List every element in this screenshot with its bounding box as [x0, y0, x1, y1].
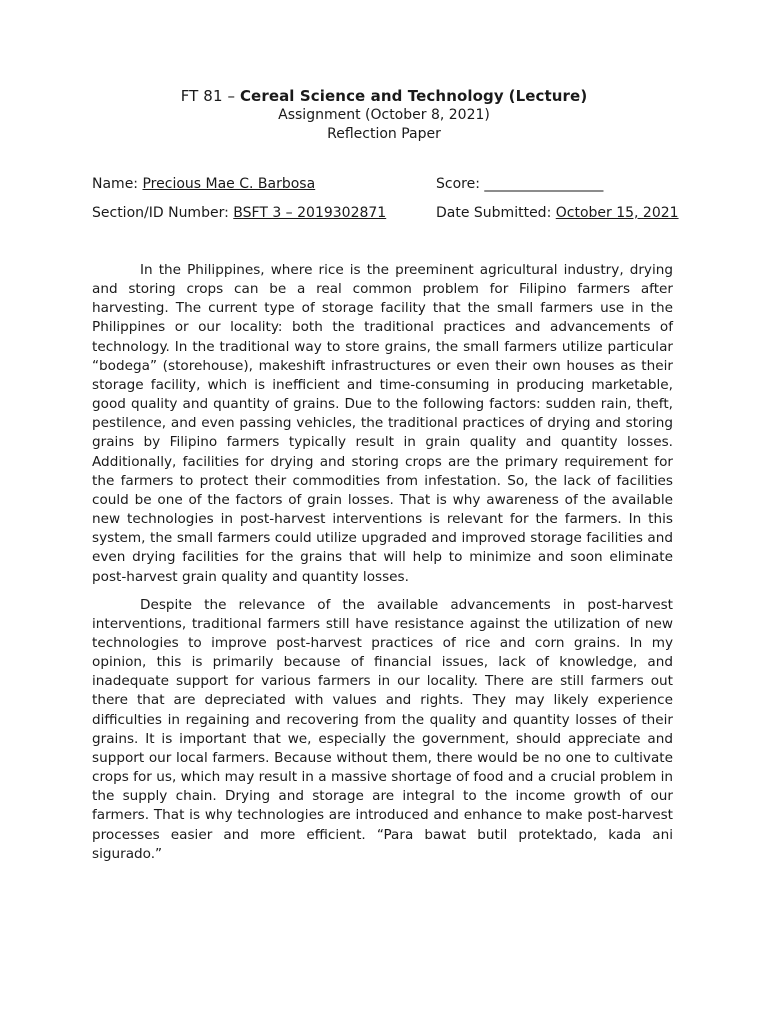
name-label: Name: — [92, 176, 139, 192]
date-label: Date Submitted: — [436, 205, 552, 221]
section-label: Section/ID Number: — [92, 205, 229, 221]
course-code: FT 81 – — [180, 87, 236, 105]
document-header — [0, 86, 768, 144]
paragraph-2: Despite the relevance of the available advancements in post-harvest interventions, traditional farmers still have resistance against the utilization of new technologies to improve post-harvest practices of rice and corn grains. In my opinion, this is primarily because of financial issues, lack of knowledge, and inadequate support for various farmers in our locality. There are still farmers out there that are depreciated with values and rights. They may likely experience difficulties in regaining and recovering from the quality and quantity losses of their grains. It is important that we, especially the government, should appreciate and support our local farmers. Because without them, there would be no one to cultivate crops for us, which may result in a massive shortage of food and a crucial problem in the supply chain. Drying and storage are integral to the income growth of our farmers. That is why technologies are introduced and enhance to make post-harvest processes easier and more efficient. “Para bawat butil protektado, kada ani sigurado.” — [92, 596, 673, 862]
date-field — [436, 204, 679, 222]
course-title — [0, 86, 768, 106]
reflection-body — [92, 261, 673, 873]
info-row-name — [92, 175, 676, 193]
section-field — [92, 204, 386, 222]
name-value: Precious Mae C. Barbosa — [142, 176, 316, 192]
score-field — [436, 175, 603, 193]
paper-type: Reflection Paper — [327, 126, 441, 142]
paragraph-1: In the Philippines, where rice is the preeminent agricultural industry, drying and storing crops can be a real common problem for Filipino farmers after harvesting. The current type of storage facility that the small farmers use in the Philippines or our locality: both the traditional practices and advancements of technology. In the traditional way to store grains, the small farmers utilize particular “bodega” (storehouse), makeshift infrastructures or even their own houses as their storage facility, which is inefficient and time-consuming in producing marketable, good quality and quantity of grains. Due to the following factors: sudden rain, theft, pestilence, and even passing vehicles, the traditional practices of drying and storing grains by Filipino farmers typically result in grain quality and quantity losses. Additionally, facilities for drying and storing crops are the primary requirement for the farmers to protect their commodities from infestation. So, the lack of facilities could be one of the factors of grain losses. That is why awareness of the available new technologies in post-harvest interventions is relevant for the farmers. In this system, the small farmers could utilize upgraded and improved storage facilities and even drying facilities for the grains that will help to minimize and soon eliminate post-harvest grain quality and quantity losses. — [92, 262, 673, 585]
course-name: Cereal Science and Technology — [239, 87, 504, 105]
section-value: BSFT 3 – 2019302871 — [233, 205, 387, 221]
score-label: Score: — [436, 176, 480, 192]
name-field — [92, 175, 315, 193]
course-type: (Lecture) — [508, 87, 588, 105]
assignment-line: Assignment (October 8, 2021) — [278, 107, 490, 123]
score-value: _________________ — [484, 176, 604, 192]
info-row-section — [92, 204, 679, 222]
date-value: October 15, 2021 — [555, 205, 679, 221]
